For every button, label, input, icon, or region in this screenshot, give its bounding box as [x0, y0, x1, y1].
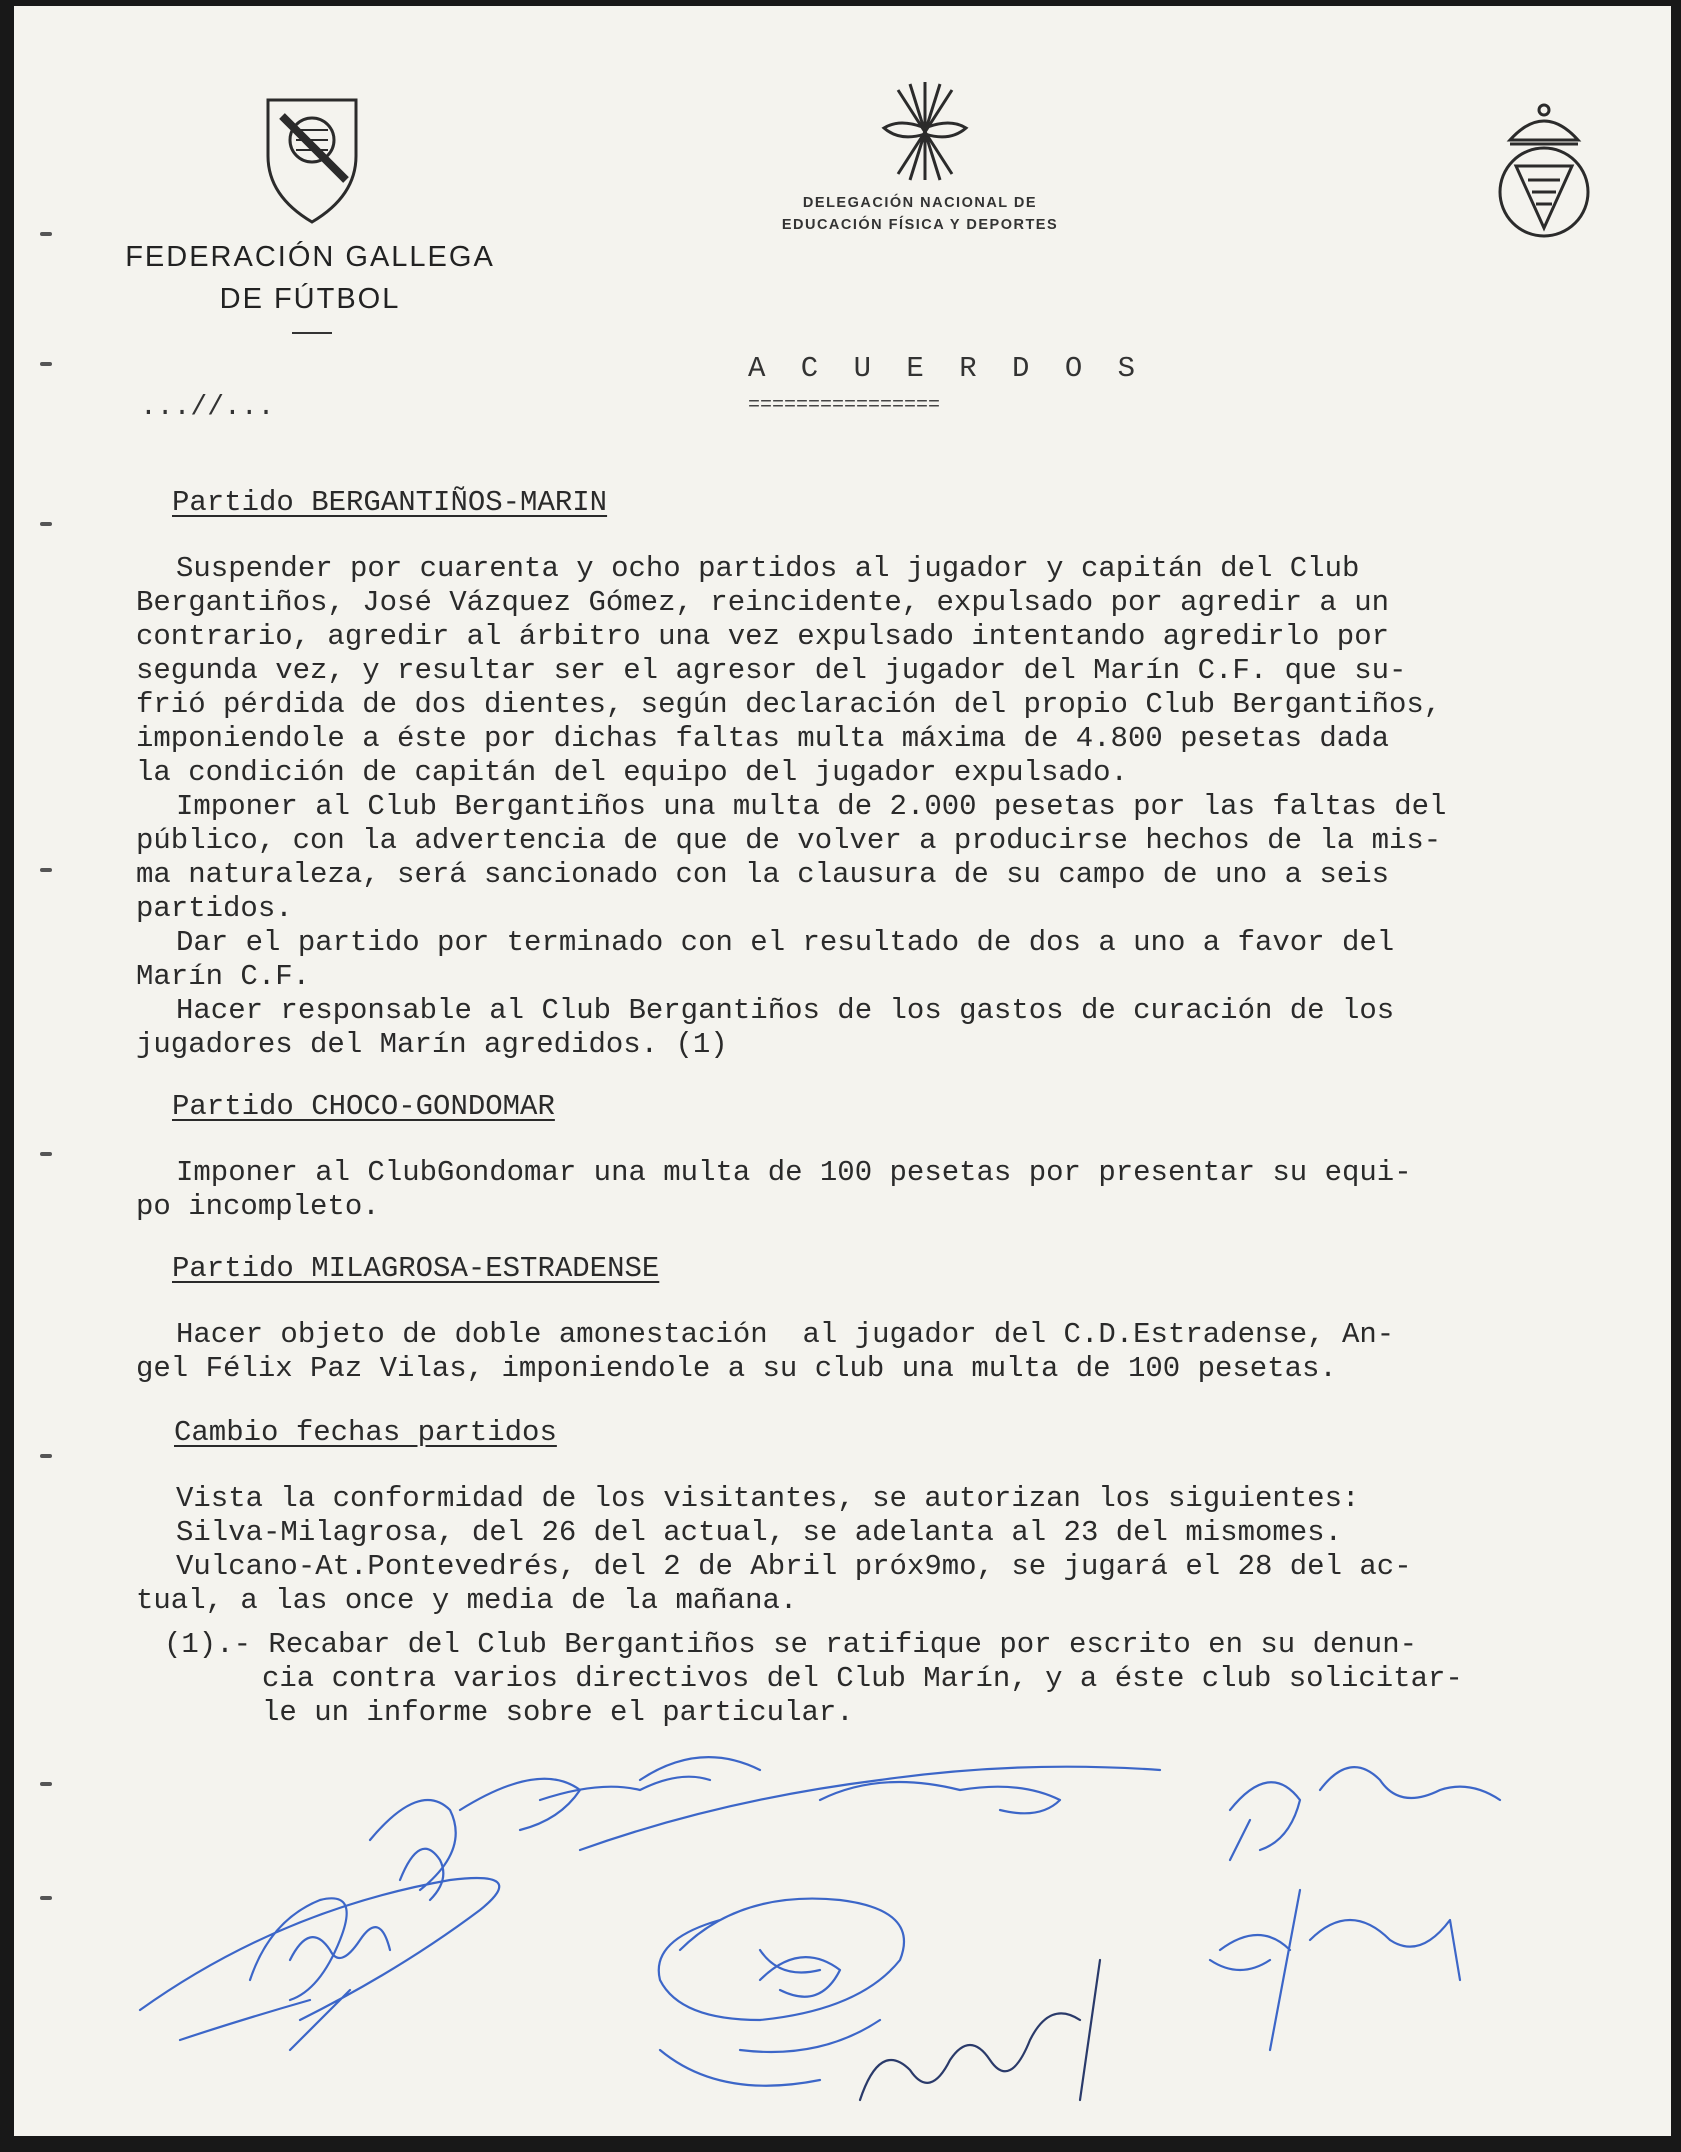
federation-name-line2: DE FÚTBOL [219, 283, 401, 315]
body-line: Suspender por cuarenta y ocho partidos al jugador y capitán del Club [176, 552, 1360, 585]
federation-crest-icon [262, 96, 362, 226]
yoke-arrows-emblem-icon [870, 76, 980, 186]
body-line: Bergantiños, José Vázquez Gómez, reincidente, expulsado por agredir a un [136, 586, 1390, 619]
body-line: la condición de capitán del equipo del jugador expulsado. [136, 756, 1128, 789]
delegation-name-line1: DELEGACIÓN NACIONAL DE [802, 195, 1038, 211]
body-line: tual, a las once y media de la mañana. [136, 1584, 798, 1617]
signatures-area [120, 1720, 1600, 2140]
body-line: frió pérdida de dos dientes, según declaración del propio Club Bergantiños, [136, 688, 1442, 721]
signature-2 [460, 1757, 1160, 1850]
punch-mark [40, 1896, 52, 1900]
section-heading-fechas: Cambio fechas partidos [174, 1416, 557, 1449]
body-line: Silva-Milagrosa, del 26 del actual, se adelanta al 23 del mismomes. [176, 1516, 1342, 1549]
punch-mark [40, 1152, 52, 1156]
punch-mark [40, 232, 52, 236]
footnote-line: le un informe sobre el particular. [262, 1696, 854, 1729]
body-line: Vista la conformidad de los visitantes, se autorizan los siguientes: [176, 1482, 1360, 1515]
delegation-name [700, 192, 1140, 236]
federation-name-line1: FEDERACIÓN GALLEGA [125, 241, 495, 273]
signature-1 [140, 1800, 499, 2050]
body-line: partidos. [136, 892, 293, 925]
scan-border-left [0, 0, 14, 2152]
body-line: contrario, agredir al árbitro una vez expulsado intentando agredirlo por [136, 620, 1390, 653]
federation-divider [292, 332, 332, 334]
scan-border-right [1671, 0, 1681, 2152]
body-line: Hacer objeto de doble amonestación al jugador del C.D.Estradense, An- [176, 1318, 1395, 1351]
punch-mark [40, 868, 52, 872]
section-heading-milagrosa: Partido MILAGROSA-ESTRADENSE [172, 1252, 660, 1285]
reference-mark: ...//... [140, 392, 275, 423]
document-title-underline: ================ [748, 394, 941, 417]
body-line: segunda vez, y resultar ser el agresor del jugador del Marín C.F. que su- [136, 654, 1407, 687]
body-line: Marín C.F. [136, 960, 311, 993]
body-line: Hacer responsable al Club Bergantiños de los gastos de curación de los [176, 994, 1395, 1027]
scan-border-top [0, 0, 1681, 6]
body-line: ma naturaleza, será sancionado con la clausura de su campo de uno a seis [136, 858, 1390, 891]
body-line: público, con la advertencia de que de volver a producirse hechos de la mis- [136, 824, 1442, 857]
footnote-line: (1).- Recabar del Club Bergantiños se ratifique por escrito en su denun- [164, 1628, 1418, 1661]
signature-3 [659, 1899, 904, 2086]
section-heading-choco: Partido CHOCO-GONDOMAR [172, 1090, 555, 1123]
body-line: jugadores del Marín agredidos. (1) [136, 1028, 728, 1061]
signature-5 [1210, 1767, 1500, 2050]
section-heading-bergantinos: Partido BERGANTIÑOS-MARIN [172, 486, 608, 519]
body-line: gel Félix Paz Vilas, imponiendole a su club una multa de 100 pesetas. [136, 1352, 1337, 1385]
delegation-name-line2: EDUCACIÓN FÍSICA Y DEPORTES [781, 217, 1059, 233]
body-line: imponiendole a éste por dichas faltas multa máxima de 4.800 pesetas dada [136, 722, 1390, 755]
body-line: Imponer al Club Bergantiños una multa de 2.000 pesetas por las faltas del [176, 790, 1447, 823]
punch-mark [40, 1454, 52, 1458]
royal-crest-icon [1494, 100, 1594, 248]
body-line: po incompleto. [136, 1190, 380, 1223]
body-line: Dar el partido por terminado con el resultado de dos a uno a favor del [176, 926, 1395, 959]
body-line: Imponer al ClubGondomar una multa de 100 pesetas por presentar su equi- [176, 1156, 1412, 1189]
footnote-line: cia contra varios directivos del Club Marín, y a éste club solicitar- [262, 1662, 1463, 1695]
punch-mark [40, 1782, 52, 1786]
document-title: A C U E R D O S [748, 352, 1145, 385]
punch-mark [40, 522, 52, 526]
federation-name [100, 236, 520, 320]
punch-mark [40, 362, 52, 366]
signature-4 [860, 1960, 1100, 2100]
body-line: Vulcano-At.Pontevedrés, del 2 de Abril próx9mo, se jugará el 28 del ac- [176, 1550, 1412, 1583]
